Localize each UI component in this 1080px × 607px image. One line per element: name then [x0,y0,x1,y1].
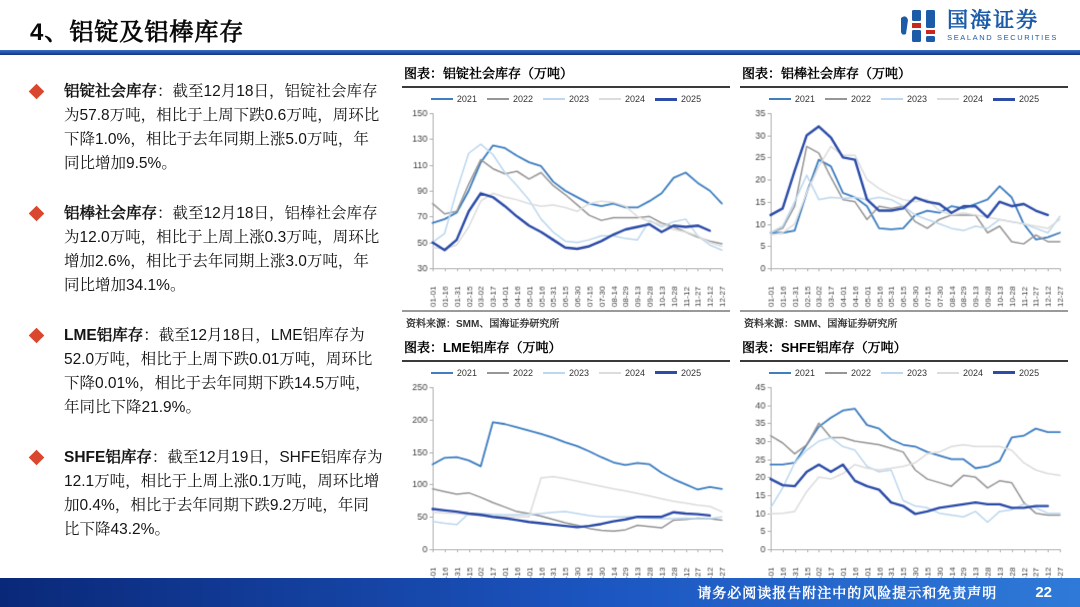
bullet-item-shfe [28,446,384,542]
chart-source: 资料来源：SMM、国海证券研究所 [740,310,1068,332]
title-underline [0,50,1080,55]
bullet-body: ：截至12月18日，铝锭社会库存为57.8万吨，相比于上周下跌0.6万吨，周环比下降1.0%，相比于去年同期上涨5.0万吨，年同比增加9.5%。 [64,83,380,173]
legend-line-swatch [769,98,791,100]
legend-line-swatch [937,372,959,374]
legend-item-2023 [543,368,589,378]
legend-item-2021 [769,368,815,378]
legend-label: 2023 [568,367,590,378]
legend-line-swatch [487,372,509,374]
legend-label: 2023 [906,367,928,378]
legend-item-2022 [487,368,533,378]
legend-item-2023 [881,94,927,104]
legend-label: 2023 [568,94,590,104]
sealand-logo [895,6,1062,46]
legend-line-swatch [993,371,1015,374]
legend-item-2021 [431,94,477,104]
legend-label: 2022 [512,367,533,378]
legend-line-swatch [769,372,791,374]
legend-item-2024 [937,94,983,104]
legend-line-swatch [881,98,903,100]
page-title: 4、铝锭及铝棒库存 [30,19,245,46]
legend-label: 2021 [456,367,477,378]
legend-label: 2023 [906,94,928,104]
legend-item-2022 [487,94,533,104]
bullet-diamond-icon [29,328,45,344]
legend-line-swatch [431,98,453,100]
line-chart-canvas-shfe [740,381,1068,590]
line-chart-canvas-bar-social [740,107,1068,309]
bullet-diamond-icon [29,206,45,222]
line-chart-canvas-ingot-social [402,107,730,309]
legend-label: 2025 [1019,367,1040,378]
legend-line-swatch [993,98,1015,101]
bullet-body: ：截至12月18日，铝棒社会库存为12.0万吨，相比于上周上涨0.3万吨，周环比增加2.6%，相比于去年同期上涨3.0万吨，年同比增加34.1%。 [64,205,380,295]
legend-label: 2022 [850,94,871,104]
legend-line-swatch [431,372,453,374]
chart-title: 图表：铝锭社会库存（万吨） [402,60,730,88]
chart-panel-lme [402,334,730,607]
legend-line-swatch [655,371,677,374]
legend-label: 2021 [456,94,477,104]
legend-label: 2024 [963,367,984,378]
chart-title: 图表：LME铝库存（万吨） [402,334,730,362]
summary-bullets [28,80,384,568]
logo-subtitle: SEALAND SECURITIES [947,33,1058,43]
chart-legend [402,91,730,107]
legend-item-2023 [881,368,927,378]
bullet-body: ：截至12月18日，LME铝库存为52.0万吨，相比于上周下跌0.01万吨，周环比下降0.01%，相比于去年同期下跌14.5万吨，年同比下降21.9%。 [64,327,373,417]
legend-item-2024 [599,368,645,378]
chart-title: 图表：SHFE铝库存（万吨） [740,334,1068,362]
footer-page-number: 22 [1035,584,1052,601]
bullet-lead: SHFE铝库存 [64,449,152,467]
bullet-lead: LME铝库存 [64,327,144,345]
legend-line-swatch [599,98,621,100]
legend-label: 2025 [681,367,702,378]
chart-legend [402,365,730,381]
legend-line-swatch [543,98,565,100]
legend-label: 2021 [794,367,815,378]
legend-item-2024 [599,94,645,104]
chart-panel-bar-social [740,60,1068,332]
legend-line-swatch [825,372,847,374]
legend-line-swatch [655,98,677,101]
chart-panel-shfe [740,334,1068,607]
legend-item-2025 [993,368,1039,378]
legend-label: 2024 [625,367,646,378]
bullet-diamond-icon [29,450,45,466]
legend-item-2025 [993,94,1039,104]
legend-item-2021 [769,94,815,104]
legend-label: 2024 [625,94,646,104]
legend-label: 2024 [963,94,984,104]
legend-label: 2022 [512,94,533,104]
legend-line-swatch [937,98,959,100]
legend-line-swatch [543,372,565,374]
chart-panel-ingot-social [402,60,730,332]
bullet-item-ingot-social [28,80,384,176]
footer-disclaimer: 请务必阅读报告附注中的风险提示和免责声明 [697,584,998,601]
legend-item-2022 [825,94,871,104]
legend-line-swatch [599,372,621,374]
legend-label: 2025 [681,94,702,104]
legend-line-swatch [881,372,903,374]
line-chart-canvas-lme [402,381,730,590]
legend-item-2023 [543,94,589,104]
bullet-lead: 铝棒社会库存 [64,205,158,223]
legend-item-2024 [937,368,983,378]
legend-label: 2025 [1019,94,1040,104]
chart-source: 资料来源：SMM、国海证券研究所 [402,310,730,332]
bullet-lead: 铝锭社会库存 [64,83,158,100]
chart-grid [402,60,1068,607]
bullet-body: ：截至12月19日，SHFE铝库存为12.1万吨，相比于上周上涨0.1万吨，周环比增加0.4%，相比于去年同期下跌9.2万吨，年同比下降43.2%。 [64,449,383,539]
legend-line-swatch [487,98,509,100]
legend-line-swatch [825,98,847,100]
legend-item-2025 [655,94,701,104]
logo-name: 国海证券 [947,9,1040,33]
legend-item-2025 [655,368,701,378]
bullet-item-bar-social [28,202,384,298]
sealand-logo-icon [899,8,939,44]
legend-label: 2022 [850,367,871,378]
footer-bar [0,578,1080,607]
logo-text [947,10,1058,42]
chart-legend [740,91,1068,107]
chart-legend [740,365,1068,381]
chart-title: 图表：铝棒社会库存（万吨） [740,60,1068,88]
legend-label: 2021 [794,94,815,104]
legend-item-2021 [431,368,477,378]
bullet-item-lme [28,324,384,420]
bullet-diamond-icon [29,84,45,100]
legend-item-2022 [825,368,871,378]
